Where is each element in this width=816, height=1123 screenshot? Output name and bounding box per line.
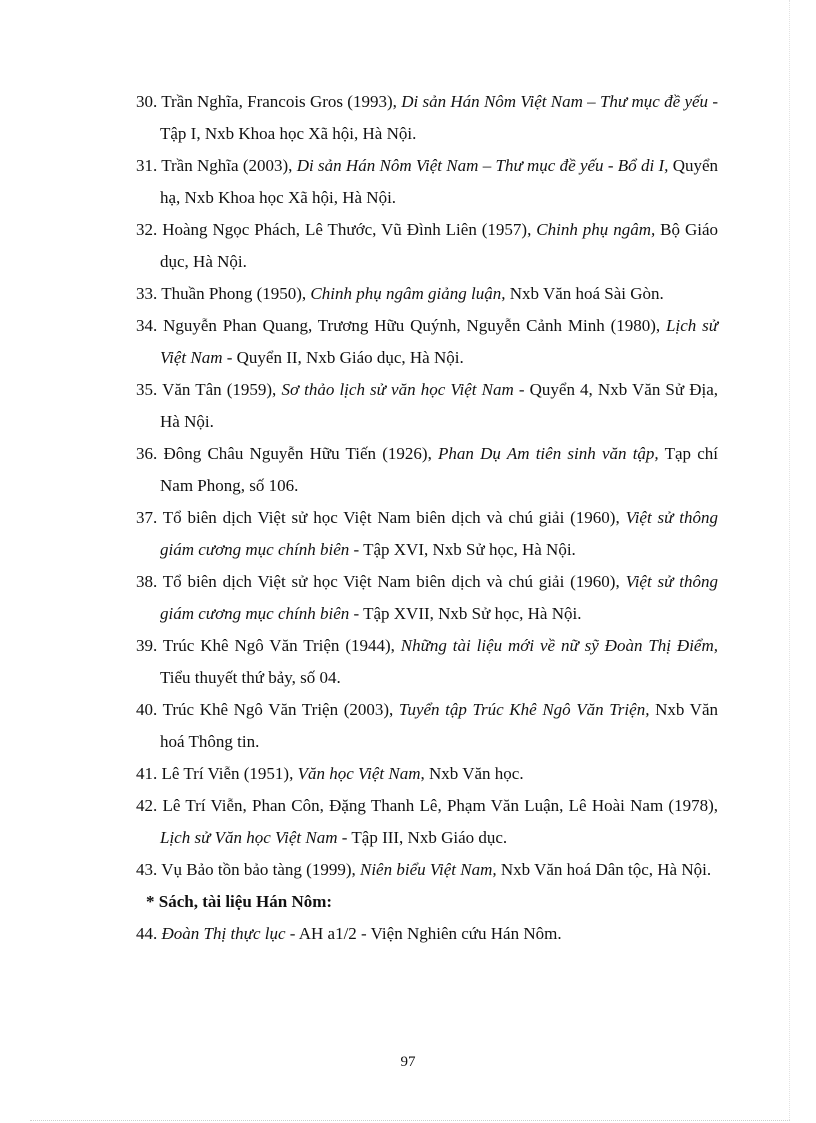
reference-item: 36. Đông Châu Nguyễn Hữu Tiến (1926), Phan Dụ Am tiên sinh văn tập, Tạp chí Nam Phong, số 106. <box>136 444 719 495</box>
reference-title: Phan Dụ Am tiên sinh văn tập, <box>438 444 659 463</box>
reference-item: 35. Văn Tân (1959), Sơ thảo lịch sử văn học Việt Nam - Quyển 4, Nxb Văn Sử Địa, Hà Nội. <box>136 380 719 431</box>
reference-title: Tuyển tập Trúc Khê Ngô Văn Triện, <box>398 700 650 719</box>
section-heading: * Sách, tài liệu Hán Nôm: <box>146 892 333 911</box>
reference-item: 34. Nguyễn Phan Quang, Trương Hữu Quýnh, Nguyễn Cảnh Minh (1980), Lịch sử Việt Nam - Quyển II, Nxb Giáo dục, Hà Nội. <box>136 316 718 367</box>
reference-title: Văn học Việt Nam <box>297 764 421 783</box>
reference-item: 41. Lê Trí Viễn (1951), Văn học Việt Nam, Nxb Văn học. <box>136 764 524 783</box>
reference-item: 43. Vụ Bảo tồn bảo tàng (1999), Niên biểu Việt Nam, Nxb Văn hoá Dân tộc, Hà Nội. <box>136 860 712 879</box>
reference-title: Việt sử thông giám cương mục chính biên <box>160 508 718 559</box>
reference-item: 37. Tổ biên dịch Việt sử học Việt Nam biên dịch và chú giải (1960), Việt sử thông giám cương mục chính biên - Tập XVI, Nxb Sử học, Hà Nội. <box>136 508 718 559</box>
reference-item: 31. Trần Nghĩa (2003), Di sản Hán Nôm Việt Nam – Thư mục đề yếu - Bổ di I, Quyển hạ, Nxb Khoa học Xã hội, Hà Nội. <box>136 156 719 207</box>
reference-title: Đoàn Thị thực lục <box>161 924 286 943</box>
page-border-bottom <box>30 1120 790 1121</box>
reference-title: Chinh phụ ngâm giảng luận, <box>310 284 506 303</box>
reference-item: 39. Trúc Khê Ngô Văn Triện (1944), Những tài liệu mới về nữ sỹ Đoàn Thị Điểm, Tiểu thuyết thứ bảy, số 04. <box>136 636 718 687</box>
page-border-right <box>789 0 790 1120</box>
reference-title: Lịch sử Việt Nam <box>160 316 718 367</box>
reference-title: Lịch sử Văn học Việt Nam <box>160 828 338 847</box>
page-number: 97 <box>400 1054 416 1070</box>
reference-title: Di sản Hán Nôm Việt Nam – Thư mục đề yếu <box>401 92 709 111</box>
reference-item: 38. Tổ biên dịch Việt sử học Việt Nam biên dịch và chú giải (1960), Việt sử thông giám cương mục chính biên - Tập XVII, Nxb Sử học, Hà Nội. <box>136 572 718 623</box>
reference-item: 42. Lê Trí Viễn, Phan Côn, Đặng Thanh Lê, Phạm Văn Luận, Lê Hoài Nam (1978), Lịch sử Văn học Việt Nam - Tập III, Nxb Giáo dục. <box>136 796 718 847</box>
reference-title: Niên biểu Việt Nam, <box>359 860 497 879</box>
reference-item: 32. Hoàng Ngọc Phách, Lê Thước, Vũ Đình Liên (1957), Chinh phụ ngâm, Bộ Giáo dục, Hà Nội. <box>136 220 718 271</box>
reference-title: Việt sử thông giám cương mục chính biên <box>160 572 718 623</box>
reference-title: Chinh phụ ngâm, <box>536 220 656 239</box>
reference-item: 33. Thuần Phong (1950), Chinh phụ ngâm giảng luận, Nxb Văn hoá Sài Gòn. <box>136 284 664 303</box>
reference-item: 40. Trúc Khê Ngô Văn Triện (2003), Tuyển tập Trúc Khê Ngô Văn Triện, Nxb Văn hoá Thông tin. <box>136 700 718 751</box>
reference-title: Những tài liệu mới về nữ sỹ Đoàn Thị Điểm, <box>400 636 718 655</box>
reference-item: 30. Trần Nghĩa, Francois Gros (1993), Di sản Hán Nôm Việt Nam – Thư mục đề yếu - Tập I, Nxb Khoa học Xã hội, Hà Nội. <box>136 92 719 143</box>
reference-title: Di sản Hán Nôm Việt Nam – Thư mục đề yếu - Bổ di I, <box>296 156 669 175</box>
reference-title: Sơ thảo lịch sử văn học Việt Nam <box>281 380 514 399</box>
reference-item: 44. Đoàn Thị thực lục - AH a1/2 - Viện Nghiên cứu Hán Nôm. <box>136 924 562 943</box>
reference-list <box>136 86 718 950</box>
